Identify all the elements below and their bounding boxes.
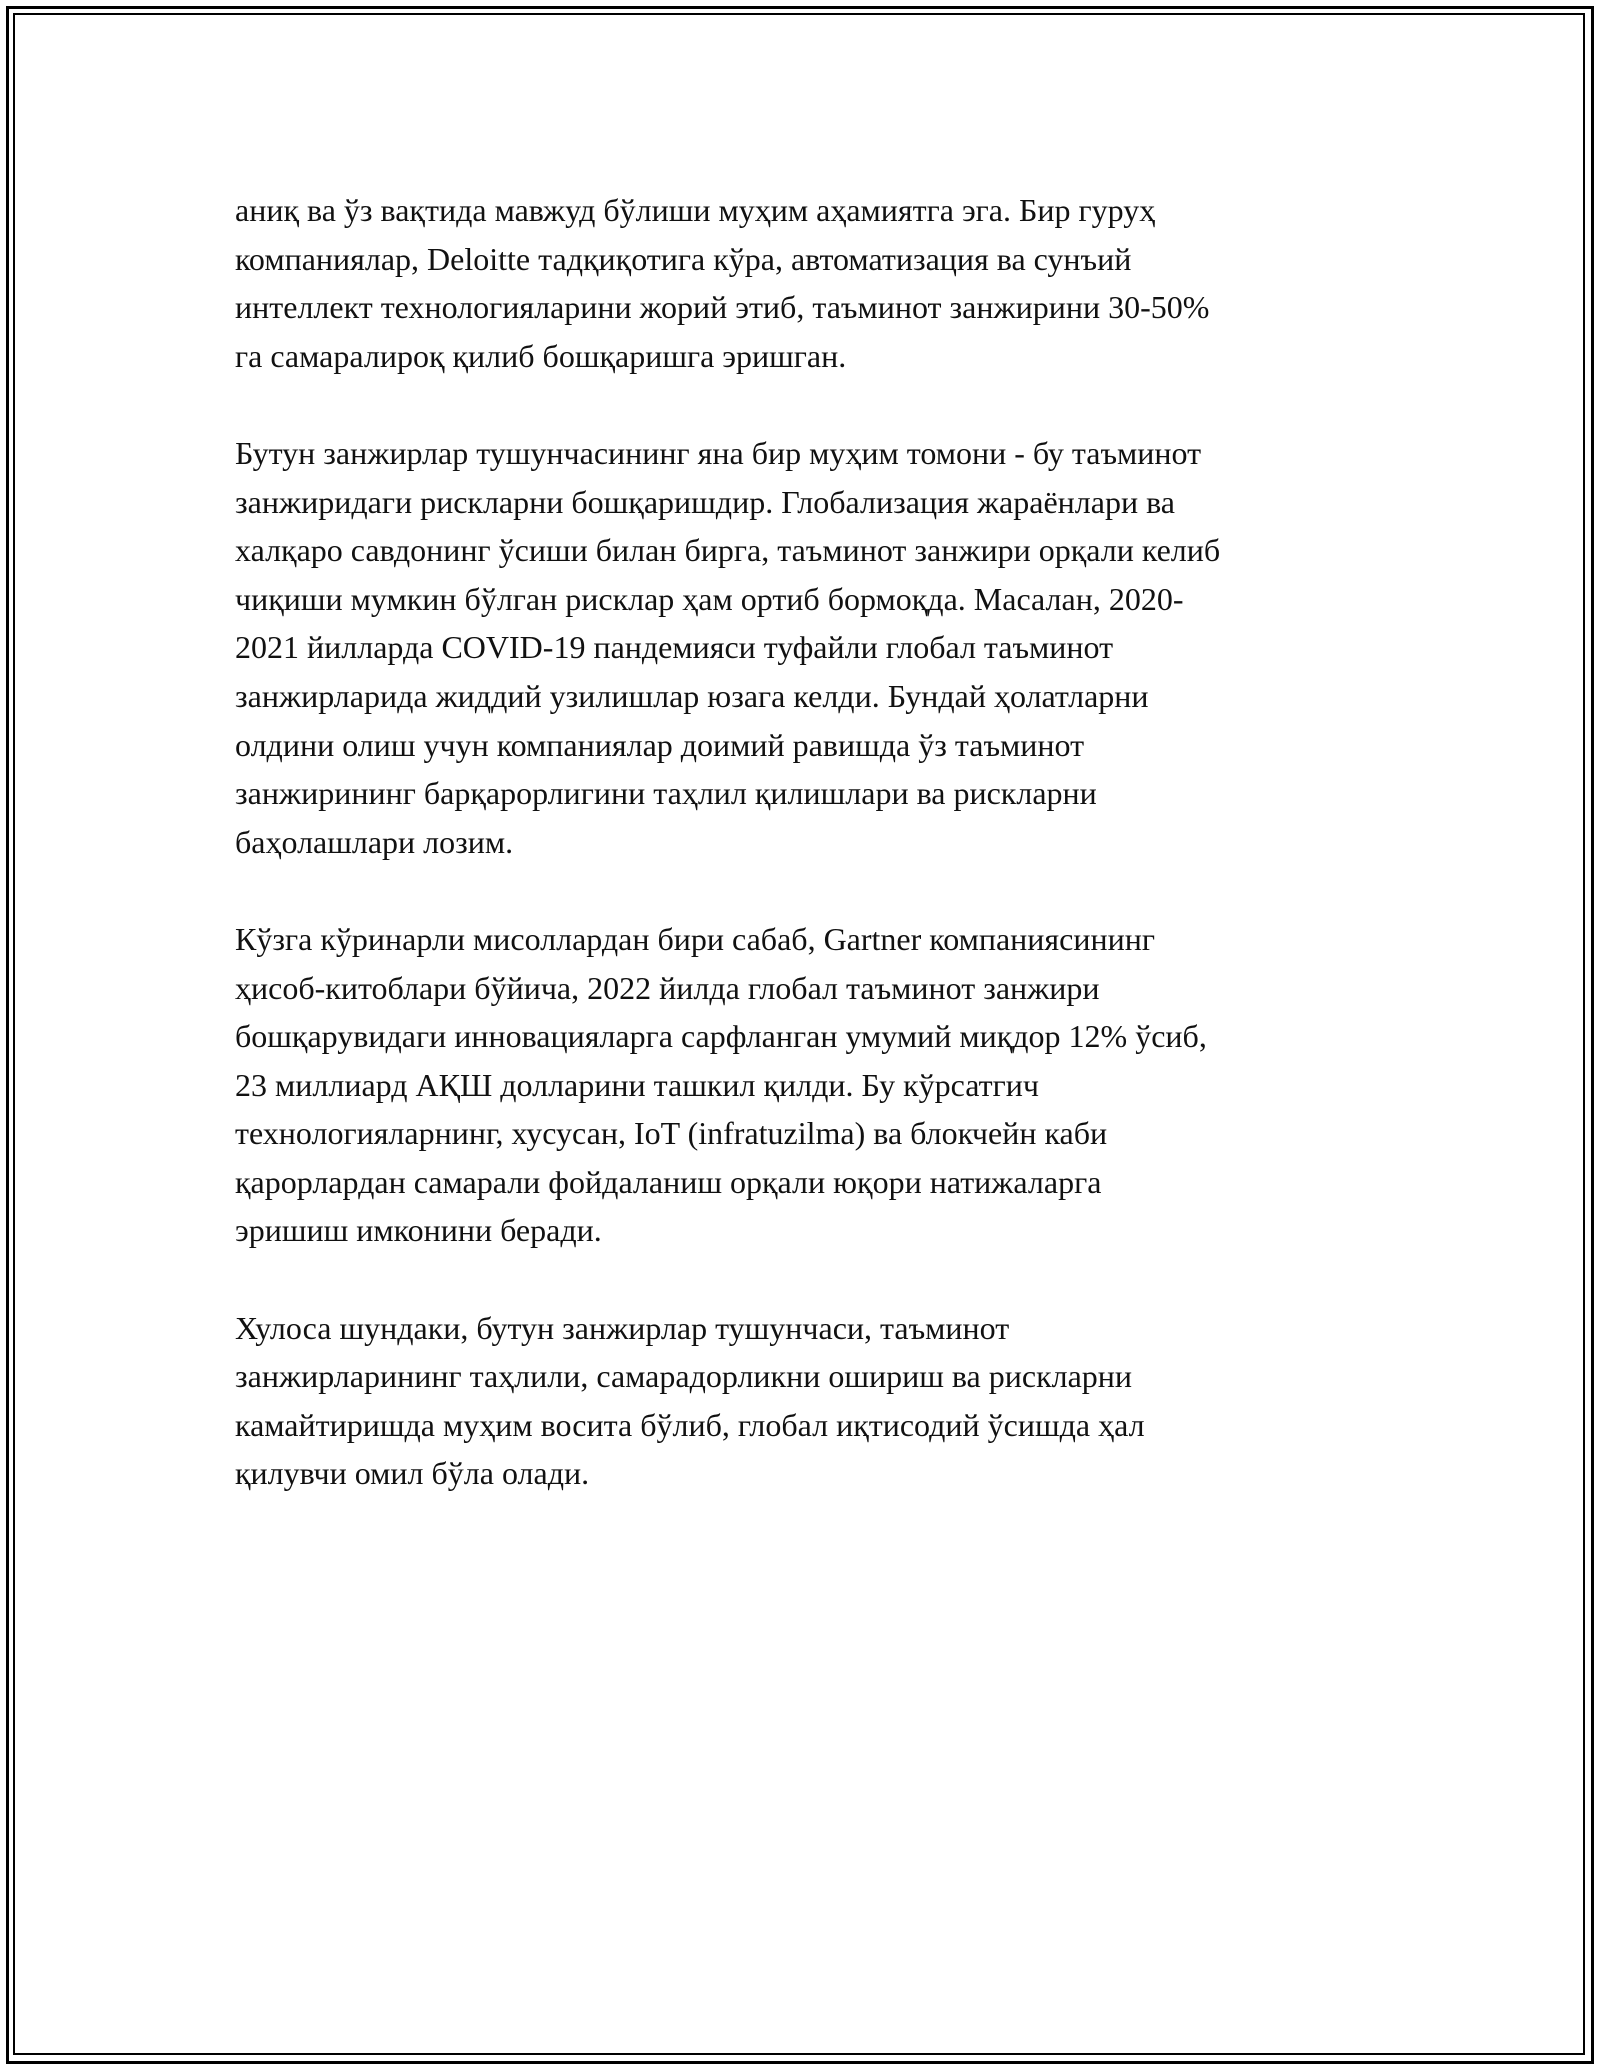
document-body bbox=[235, 186, 1375, 1547]
paragraph-4 bbox=[235, 1304, 1375, 1498]
text-line: баҳолашлари лозим. bbox=[235, 823, 514, 860]
text-line: аниқ ва ўз вақтида мавжуд бўлиши муҳим аҳамиятга эга. Бир гуруҳ bbox=[235, 192, 1156, 228]
text-line: қарорлардан самарали фойдаланиш орқали юқори натижаларга bbox=[235, 1163, 1102, 1200]
text-line: интеллект технологияларини жорий этиб, таъминот занжирини 30-50% bbox=[235, 289, 1210, 326]
text-line: халқаро савдонинг ўсиши билан бирга, таъминот занжири орқали келиб bbox=[235, 532, 1221, 569]
text-line: Бутун занжирлар тушунчасининг яна бир муҳим томони - бу таъминот bbox=[235, 434, 1202, 471]
text-line: қилувчи омил бўла олади. bbox=[235, 1455, 590, 1492]
text-line: технологияларнинг, хусусан, IoT (infratuzilma) ва блокчейн каби bbox=[235, 1115, 1108, 1152]
text-line: занжирининг барқарорлигини таҳлил қилишлари ва рискларни bbox=[235, 775, 1097, 812]
text-line: олдини олиш учун компаниялар доимий равишда ўз таъминот bbox=[235, 726, 1085, 763]
text-line: 23 миллиард АҚШ долларини ташкил қилди. Бу кўрсатгич bbox=[235, 1066, 1039, 1103]
text-line: га самаралироқ қилиб бошқаришга эришган. bbox=[235, 337, 847, 374]
paragraph-3 bbox=[235, 915, 1375, 1255]
text-line: 2021 йилларда COVID-19 пандемияси туфайли глобал таъминот bbox=[235, 629, 1114, 666]
text-line: занжиридаги рискларни бошқаришдир. Глобализация жараёнлари ва bbox=[235, 483, 1175, 520]
text-line: занжирларида жиддий узилишлар юзага келди. Бундай ҳолатларни bbox=[235, 677, 1149, 714]
text-line: ҳисоб-китоблари бўйича, 2022 йилда глобал таъминот занжири bbox=[235, 969, 1100, 1006]
text-line: Кўзга кўринарли мисоллардан бири сабаб, Gartner компаниясининг bbox=[235, 920, 1155, 957]
text-line: камайтиришда муҳим восита бўлиб, глобал иқтисодий ўсишда ҳал bbox=[235, 1406, 1145, 1443]
text-line: бошқарувидаги инновацияларга сарфланган умумий миқдор 12% ўсиб, bbox=[235, 1018, 1207, 1055]
paragraph-1 bbox=[235, 186, 1375, 380]
text-line: Хулоса шундаки, бутун занжирлар тушунчаси, таъминот bbox=[235, 1309, 1010, 1346]
text-line: эришиш имконини беради. bbox=[235, 1212, 602, 1249]
text-line: занжирларининг таҳлили, самарадорликни ошириш ва рискларни bbox=[235, 1358, 1133, 1395]
paragraph-2 bbox=[235, 429, 1375, 866]
text-line: чиқиши мумкин бўлган рисклар ҳам ортиб бормоқда. Масалан, 2020- bbox=[235, 580, 1184, 617]
text-line: компаниялар, Deloitte тадқиқотига кўра, автоматизация ва сунъий bbox=[235, 240, 1132, 277]
